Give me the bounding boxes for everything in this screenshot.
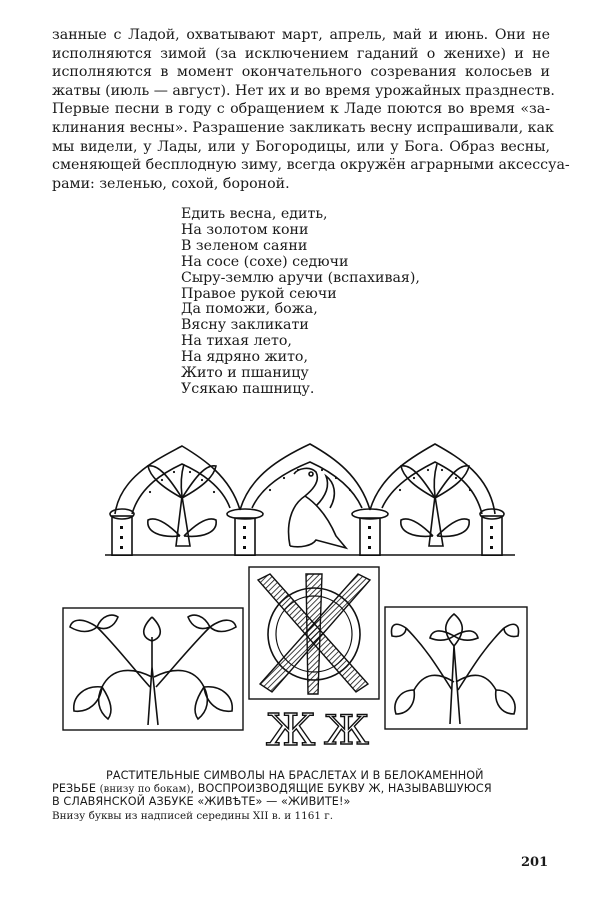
poem-line: Усякаю пашницу. bbox=[181, 380, 315, 397]
paragraph-line: исполняются зимой (за исключением гаданий о женихе) и не bbox=[52, 45, 550, 62]
paragraph-line: исполняются в момент окончательного созревания колосьев и bbox=[52, 64, 550, 81]
caption-text: РЕЗЬБЕ bbox=[52, 781, 100, 795]
poem-line: Жито и пшаницу bbox=[181, 365, 309, 382]
caption-line: РАСТИТЕЛЬНЫЕ СИМВОЛЫ НА БРАСЛЕТАХ И В БЕЛОКАМЕННОЙ bbox=[106, 769, 484, 782]
arcade-frieze-illustration bbox=[90, 436, 520, 556]
body-paragraph bbox=[52, 26, 570, 193]
poem-line: Да поможи, божа, bbox=[181, 301, 318, 318]
figure-caption bbox=[52, 770, 552, 823]
paragraph-line: жатвы (июль — август). Нет их и во время урожайных празднеств. bbox=[52, 82, 555, 99]
inscription-letters bbox=[262, 706, 372, 760]
paragraph-line: Первые песни в году с обращением к Ладе поются во время «за- bbox=[52, 101, 550, 118]
left-plant-relief bbox=[62, 607, 244, 731]
poem-line: В зеленом саяни bbox=[181, 237, 308, 254]
paragraph-line: мы видели, у Лады, или у Богородицы, или у Бога. Образ весны, bbox=[52, 138, 550, 155]
poem-line: На тихая лето, bbox=[181, 333, 292, 350]
caption-parenthetical: (внизу по бокам) bbox=[99, 783, 191, 795]
right-plant-relief bbox=[384, 606, 528, 730]
caption-line bbox=[52, 783, 552, 797]
paragraph-line: занные с Ладой, охватывают март, апрель, май и июнь. Они не bbox=[52, 27, 550, 43]
paragraph-line: сменяющей бесплодную зиму, всегда окружён аграрными аксессуа- bbox=[52, 157, 570, 174]
poem-line: На золотом кони bbox=[181, 221, 309, 238]
poem-line: Вясну закликати bbox=[181, 317, 309, 334]
caption-line: В СЛАВЯНСКОЙ АЗБУКЕ «ЖИВѢТЕ» — «ЖИВИТЕ!» bbox=[52, 795, 351, 809]
page-number: 201 bbox=[521, 855, 549, 870]
caption-note: Внизу буквы из надписей середины XII в. и 1161 г. bbox=[52, 809, 333, 822]
poem-line: На сосе (сохе) седючи bbox=[181, 253, 349, 270]
poem-stanza bbox=[181, 207, 420, 398]
center-letter-zhe-relief bbox=[248, 566, 380, 700]
poem-line: На ядряно жито, bbox=[181, 349, 308, 366]
poem-line: Сыру-землю аручи (вспахивая), bbox=[181, 269, 420, 286]
poem-line: Правое рукой сеючи bbox=[181, 285, 337, 302]
inscription-letter-zhe: Ж bbox=[324, 708, 369, 754]
paragraph-line: клинания весны». Разрашение закликать весну испрашивали, как bbox=[52, 119, 554, 136]
paragraph-line: рами: зеленью, сохой, бороной. bbox=[52, 175, 290, 192]
caption-text: , ВОСПРОИЗВОДЯЩИЕ БУКВУ Ж, НАЗЫВАВШУЮСЯ bbox=[190, 781, 492, 795]
inscription-letter-zhe: Ж bbox=[266, 705, 316, 756]
poem-line: Едить весна, едить, bbox=[181, 206, 328, 222]
